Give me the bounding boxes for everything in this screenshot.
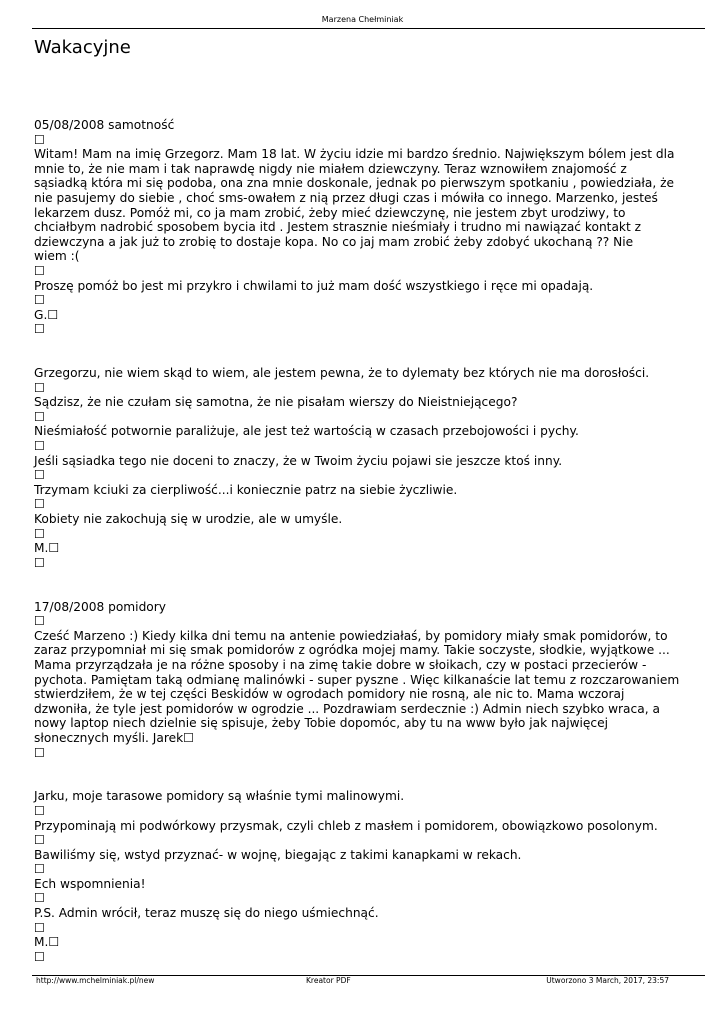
paragraph-line: nowy laptop niech dzielnie się spisuje, żeby Tobie dopomóc, aby tu na www było jak najwięcej (34, 716, 609, 731)
header-divider (32, 28, 705, 29)
empty-box-glyph: ☐ (34, 439, 45, 454)
paragraph-line: Proszę pomóż bo jest mi przykro i chwilami to już mam dość wszystkiego i ręce mi opadają. (34, 278, 594, 293)
paragraph-line: pychota. Pamiętam taką odmianę malinówki - super pyszne . Więc kilkanaście lat temu z rozczarowaniem (34, 672, 680, 687)
empty-box-glyph: ☐ (34, 322, 45, 337)
reply-line: Ech wspomnienia! (34, 876, 146, 891)
paragraph-line: mnie to, że nie mam i tak naprawdę nigdy nie miałem dziewczyny. Teraz wznowiłem znajomość z (34, 161, 627, 176)
empty-box-glyph: ☐ (34, 949, 45, 964)
empty-box-glyph: ☐ (34, 862, 45, 877)
paragraph-line: sąsiadką która mi się podoba, ona zna mnie doskonale, jednak po pierwszym spotkaniu , powiedziała, że (34, 176, 674, 191)
empty-box-glyph: ☐ (34, 891, 45, 906)
reply-line: Nieśmiałość potwornie paraliżuje, ale jest też wartością w czasach przebojowości i pychy. (34, 424, 579, 439)
empty-box-glyph: ☐ (34, 263, 45, 278)
empty-box-glyph: ☐ (34, 293, 45, 308)
paragraph-line: dziewczyna a jak już to zrobię to dostaje kopa. No co jaj mam zrobić żeby zdobyć ukochaną ?? Nie (34, 234, 634, 249)
entry-signature: M.☐ (34, 541, 60, 556)
entry-pomidory (34, 600, 694, 761)
footer-creator: Kreator PDF (306, 976, 351, 985)
entry-signature: M.☐ (34, 935, 60, 950)
empty-box-glyph: ☐ (34, 409, 45, 424)
empty-box-glyph: ☐ (34, 555, 45, 570)
header-author: Marzena Chełminiak (321, 15, 404, 24)
empty-box-glyph: ☐ (34, 833, 45, 848)
entry-heading: 05/08/2008 samotność (34, 118, 175, 132)
paragraph-line: stwierdziłem, że w tej części Beskidów w ogrodach pomidory nie rosną, ale nic to. Mama wczoraj (34, 687, 625, 702)
paragraph-line: wiem :( (34, 249, 80, 264)
paragraph-line: dzwoniła, że tyle jest pomidorów w ogrodzie ... Pozdrawiam serdecznie :) Admin niech szybko wraca, a (34, 701, 660, 716)
reply-line: Sądzisz, że nie czułam się samotna, że nie pisałam wierszy do Nieistniejącego? (34, 395, 518, 410)
reply-line: Grzegorzu, nie wiem skąd to wiem, ale jestem pewna, że to dylematy bez których nie ma dorosłości. (34, 366, 650, 381)
paragraph-line: Cześć Marzeno :) Kiedy kilka dni temu na antenie powiedziałaś, by pomidory miały smak pomidorów, to (34, 628, 668, 643)
paragraph-line: Mama przyrządzała je na różne sposoby i na zimę takie dobre w słoikach, czy w postaci przecierów - (34, 657, 647, 672)
empty-box-glyph: ☐ (34, 380, 45, 395)
reply-line: Jeśli sąsiadka tego nie doceni to znaczy, że w Twoim życiu pojawi sie jeszcze ktoś inny. (34, 453, 563, 468)
page-title: Wakacyjne (34, 37, 131, 58)
empty-box-glyph: ☐ (34, 468, 45, 483)
footer-url: http://www.mchelminiak.pl/new (36, 976, 155, 985)
empty-box-glyph: ☐ (34, 920, 45, 935)
empty-box-glyph: ☐ (34, 803, 45, 818)
paragraph-line: lekarzem dusz. Pomóż mi, co ja mam zrobić, żeby mieć dziewczynę, nie jestem zbyt urodziwy, to (34, 205, 626, 220)
empty-box-glyph: ☐ (34, 132, 45, 147)
reply-line: Bawiliśmy się, wstyd przyznać- w wojnę, biegając z takimi kanapkami w rekach. (34, 847, 522, 862)
empty-box-glyph: ☐ (34, 497, 45, 512)
paragraph-line: nie pasujemy do siebie , choć sms-owałem z nią przez długi czas i mówiła co innego. Marzenko, jesteś (34, 190, 658, 205)
entry-signature: G.☐ (34, 307, 59, 322)
entry-samotnosc (34, 118, 694, 337)
empty-box-glyph: ☐ (34, 745, 45, 760)
reply-line: Kobiety nie zakochują się w urodzie, ale w umyśle. (34, 512, 343, 527)
footer-created-date: Utworzono 3 March, 2017, 23:57 (546, 976, 669, 985)
paragraph-line: chciałbym nadrobić sposobem bycia itd . Jestem strasznie nieśmiały i trudno mi nawiązać kontakt z (34, 220, 642, 235)
paragraph-line: zaraz przypomniał mi się smak pomidorów z ogródka mojej mamy. Takie soczyste, słodkie, wyjątkowe ... (34, 643, 670, 658)
article-body (34, 118, 694, 964)
empty-box-glyph: ☐ (34, 614, 45, 629)
reply-line: Przypominają mi podwórkowy przysmak, czyli chleb z masłem i pomidorem, obowiązkowo posolonym. (34, 818, 658, 833)
entry-heading: 17/08/2008 pomidory (34, 599, 166, 614)
empty-box-glyph: ☐ (34, 526, 45, 541)
reply-line: P.S. Admin wrócił, teraz muszę się do niego uśmiechnąć. (34, 906, 379, 921)
paragraph-line: słonecznych myśli. Jarek☐ (34, 730, 195, 745)
reply-line: Jarku, moje tarasowe pomidory są właśnie tymi malinowymi. (34, 789, 405, 804)
reply-line: Trzymam kciuki za cierpliwość...i koniecznie patrz na siebie życzliwie. (34, 482, 458, 497)
paragraph-line: Witam! Mam na imię Grzegorz. Mam 18 lat. W życiu idzie mi bardzo średnio. Największym bólem jest dla (34, 147, 675, 162)
entry-reply-grzegorz (34, 366, 694, 570)
entry-reply-jarek (34, 789, 694, 964)
